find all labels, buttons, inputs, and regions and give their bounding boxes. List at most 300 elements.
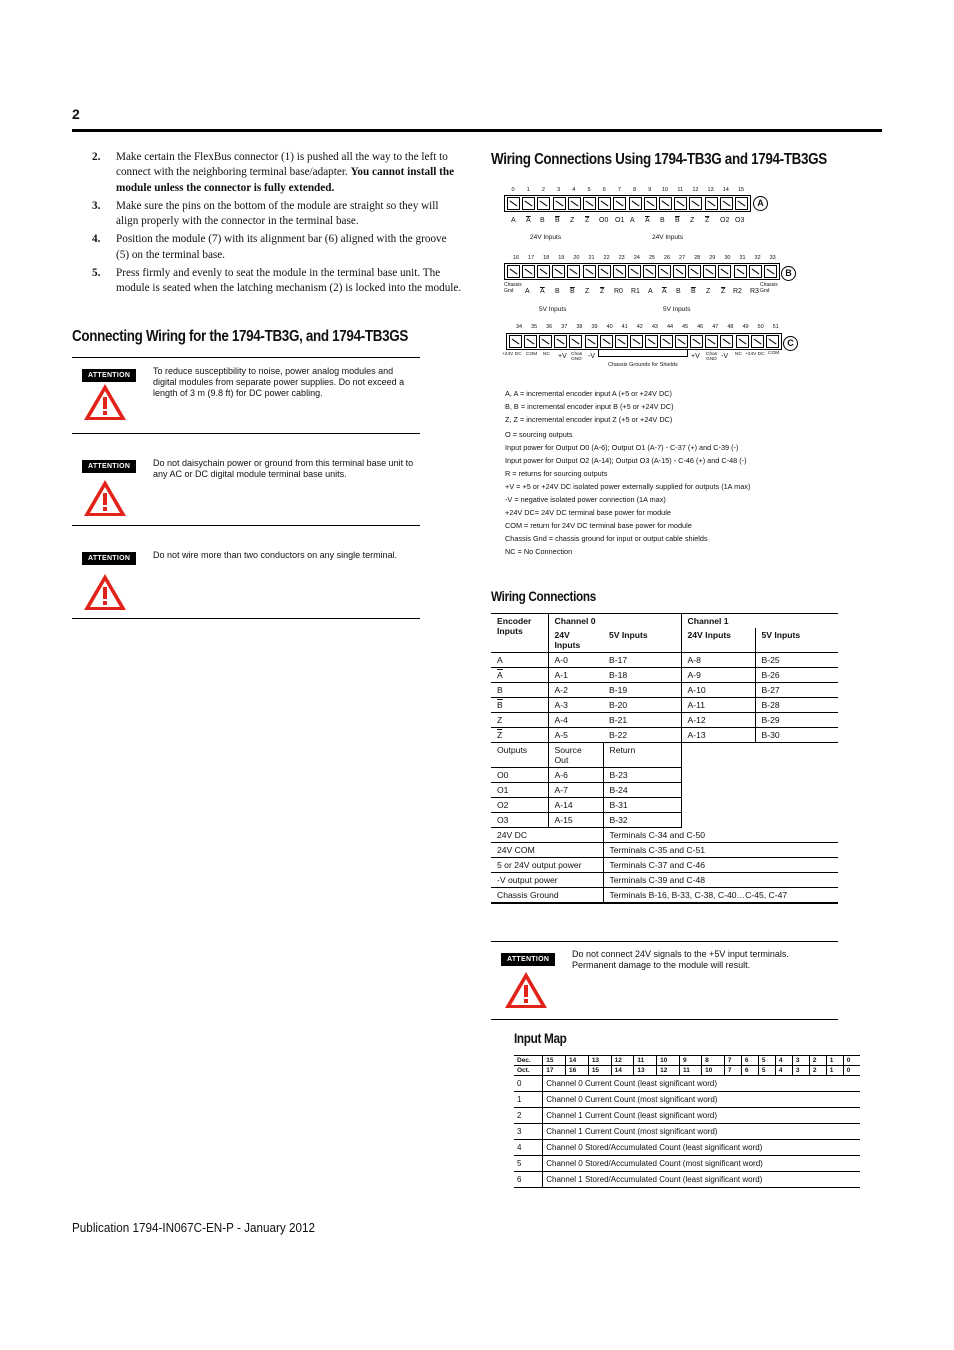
terminal-screw — [764, 265, 777, 278]
word-number: 2 — [514, 1108, 543, 1124]
table-cell: A-6 — [548, 768, 603, 783]
terminal-screw — [736, 335, 749, 348]
table-cell: O0 — [491, 768, 548, 783]
table-cell: A-8 — [681, 653, 755, 668]
step-item — [92, 232, 462, 263]
terminal-screw — [703, 265, 716, 278]
terminal-number: 30 — [724, 255, 731, 261]
group-label: 24V Inputs — [530, 234, 562, 241]
table-cell: O3 — [491, 813, 548, 828]
legend-line: +24V DC= 24V DC terminal base power for module — [505, 508, 671, 517]
table-row — [491, 843, 838, 858]
table-cell: Terminals B-16, B-33, C-38, C-40…C-45, C-47 — [603, 888, 838, 904]
terminal-screw — [568, 197, 581, 210]
terminal-label: B — [540, 217, 545, 224]
header-ch0-24v: 24V Inputs — [548, 628, 603, 653]
terminal-screw — [630, 335, 643, 348]
terminal-screw — [643, 265, 656, 278]
word-row — [514, 1108, 860, 1124]
legend-line: R = returns for sourcing outputs — [505, 469, 608, 478]
empty-cell — [681, 743, 838, 828]
table-row — [491, 713, 838, 728]
table-cell: B-27 — [755, 683, 838, 698]
terminal-screw — [629, 197, 642, 210]
header-ch1-5v: 5V Inputs — [755, 628, 838, 653]
terminal-number: 23 — [618, 255, 625, 261]
table-cell: 24V DC — [491, 828, 603, 843]
table-cell: A-11 — [681, 698, 755, 713]
terminal-screw — [660, 335, 673, 348]
table-cell: Terminals C-39 and C-48 — [603, 873, 838, 888]
terminal-screw — [554, 335, 567, 348]
table-cell: A-15 — [548, 813, 603, 828]
attention-text: To reduce susceptibility to noise, power analog modules and digital modules from separate power supplies. Do not exceed a length of 3 m (9.8 ft) for DC power cabling. — [153, 366, 405, 398]
terminal-label: A — [648, 288, 653, 295]
terminal-label: A — [511, 217, 516, 224]
terminal-number: 17 — [528, 255, 535, 261]
legend-line: O = sourcing outputs — [505, 430, 573, 439]
terminal-number: 3 — [557, 187, 561, 193]
terminal-number: 25 — [648, 255, 655, 261]
bit-cell: 16 — [566, 1066, 589, 1076]
bit-cell: 5 — [758, 1066, 775, 1076]
word-description: Channel 1 Current Count (least significant word) — [543, 1108, 860, 1124]
table-cell: B-20 — [603, 698, 681, 713]
bit-cell: 14 — [611, 1066, 634, 1076]
header-encoder-inputs: Encoder Inputs — [491, 614, 548, 653]
table-cell: B-22 — [603, 728, 681, 743]
bit-cell: 2 — [809, 1056, 826, 1066]
bit-cell: 4 — [775, 1066, 792, 1076]
terminal-number: 18 — [543, 255, 550, 261]
terminal-label: $\overline{Z}$ — [705, 217, 710, 224]
table-cell: Source Out — [548, 743, 603, 768]
terminal-screw — [751, 335, 764, 348]
terminal-number: 14 — [722, 187, 729, 193]
terminal-screw — [507, 265, 520, 278]
word-description: Channel 1 Stored/Accumulated Count (least significant word) — [543, 1172, 860, 1188]
terminal-label: R2 — [733, 288, 742, 295]
bit-cell: 11 — [679, 1066, 701, 1076]
table-row — [491, 873, 838, 888]
terminal-screw — [705, 197, 718, 210]
group-label: 24V Inputs — [652, 234, 684, 241]
table-cell: A-3 — [548, 698, 603, 713]
terminal-screw — [749, 265, 762, 278]
pin-label: -V — [721, 353, 728, 360]
legend-line: Chassis Gnd = chassis ground for input or output cable shields — [505, 534, 708, 543]
step-item — [92, 150, 462, 196]
pin-label: COM — [768, 351, 780, 356]
bit-cell: 12 — [657, 1066, 680, 1076]
installation-steps — [92, 150, 462, 300]
terminal-label: $\overline{B}$ — [675, 217, 680, 224]
table-cell: B-24 — [603, 783, 681, 798]
table-cell: A-14 — [548, 798, 603, 813]
table-row — [491, 743, 838, 768]
row-b-marker: B — [781, 266, 796, 281]
terminal-label: Z — [690, 217, 695, 224]
terminal-label: Z — [585, 288, 590, 295]
bit-cell: 1 — [826, 1056, 843, 1066]
word-description: Channel 0 Stored/Accumulated Count (most significant word) — [543, 1156, 860, 1172]
bit-cell: 6 — [741, 1066, 758, 1076]
pin-label: Chas GND — [571, 352, 583, 362]
row-c-marker: C — [783, 336, 798, 351]
terminal-number: 12 — [692, 187, 699, 193]
table-row — [491, 888, 838, 904]
table-row — [491, 858, 838, 873]
terminal-number: 32 — [754, 255, 761, 261]
terminal-number: 44 — [666, 324, 674, 330]
table-row — [491, 668, 838, 683]
table-cell: B-30 — [755, 728, 838, 743]
terminal-label: Z — [570, 217, 575, 224]
pin-label: +V — [691, 353, 700, 360]
legend-line: COM = return for 24V DC terminal base power for module — [505, 521, 692, 530]
pin-label: -V — [588, 353, 595, 360]
terminal-number: 9 — [648, 187, 652, 193]
terminal-number: 37 — [561, 324, 568, 330]
warning-triangle-icon — [503, 970, 549, 1010]
pin-label: COM — [526, 352, 538, 357]
table-cell: 24V COM — [491, 843, 603, 858]
header-ch1-24v: 24V Inputs — [681, 628, 755, 653]
attention-block-3 — [72, 525, 420, 619]
terminal-number: 15 — [737, 187, 745, 193]
step-text-regular: Make certain the FlexBus connector (1) is pushed all the way to the left to connect with the neighboring terminal base/adapter. — [116, 151, 448, 179]
bit-cell: 3 — [792, 1056, 809, 1066]
step-text — [116, 150, 462, 196]
table-row — [491, 828, 838, 843]
terminal-number: 19 — [558, 255, 565, 261]
terminal-screw — [705, 335, 718, 348]
terminal-number: 2 — [541, 187, 545, 193]
chassis-gnd-label: Chassis Gnd — [504, 282, 522, 294]
table-cell: B-17 — [603, 653, 681, 668]
terminal-screw — [598, 265, 611, 278]
terminal-label: A — [630, 217, 635, 224]
terminal-label: Z — [706, 288, 711, 295]
header-ch0-5v: 5V Inputs — [603, 628, 681, 653]
terminal-number: 13 — [707, 187, 714, 193]
legend-line: B, B = incremental encoder input B (+5 or +24V DC) — [505, 402, 674, 411]
terminal-screw — [522, 197, 535, 210]
terminal-number: 48 — [727, 324, 734, 330]
terminal-screw — [553, 197, 566, 210]
terminal-screw — [598, 197, 611, 210]
chassis-gnd-label: Chassis Gnd — [760, 282, 778, 294]
table-cell: B — [491, 683, 548, 698]
bit-cell: 13 — [634, 1066, 657, 1076]
table-cell: A-1 — [548, 668, 603, 683]
word-row — [514, 1140, 860, 1156]
bit-cell: 10 — [657, 1056, 680, 1066]
terminal-label: $\overline{Z}$ — [585, 217, 590, 224]
terminal-label: $\overline{Z}$ — [600, 288, 605, 295]
terminal-screw — [583, 265, 596, 278]
header-channel-1: Channel 1 — [681, 614, 838, 629]
legend-line: Input power for Output O2 (A-14); Output O3 (A-15) - C-46 (+) and C-48 (-) — [505, 456, 747, 465]
bit-cell: 5 — [758, 1056, 775, 1066]
attention-label: ATTENTION — [501, 953, 555, 966]
attention-text: Do not wire more than two conductors on any single terminal. — [153, 550, 398, 560]
terminal-number: 31 — [739, 255, 746, 261]
table-cell: B-29 — [755, 713, 838, 728]
bit-cell: 7 — [724, 1056, 741, 1066]
legend-line: -V = negative isolated power connection (1A max) — [505, 495, 666, 504]
terminal-number: 22 — [603, 255, 610, 261]
legend-line: A, A = incremental encoder input A (+5 or +24V DC) — [505, 389, 672, 398]
terminal-label: R3 — [750, 288, 759, 295]
bit-row-label: Oct. — [514, 1066, 543, 1076]
terminal-number: 35 — [531, 324, 538, 330]
table-cell: -V output power — [491, 873, 603, 888]
terminal-screw — [537, 197, 550, 210]
table-cell: A — [491, 653, 548, 668]
terminal-label: $\overline{A}$ — [540, 288, 545, 295]
step-number: 5. — [92, 267, 101, 280]
terminal-screw — [509, 335, 522, 348]
terminal-screw — [690, 335, 703, 348]
bit-cell: 1 — [826, 1066, 843, 1076]
terminal-base-diagram — [500, 180, 800, 375]
terminal-number: 28 — [694, 255, 701, 261]
word-row — [514, 1124, 860, 1140]
terminal-screw — [674, 197, 687, 210]
table-cell: B-28 — [755, 698, 838, 713]
terminal-number: 1 — [526, 187, 530, 193]
shield-bracket — [598, 350, 688, 357]
terminal-label: $\overline{B}$ — [691, 288, 696, 295]
pin-label: NC — [543, 352, 550, 357]
bit-cell: 9 — [679, 1056, 701, 1066]
terminal-screw — [615, 335, 628, 348]
attention-label: ATTENTION — [82, 552, 136, 565]
table-cell: Return — [603, 743, 681, 768]
diagram-legend — [505, 387, 835, 558]
terminal-screw — [689, 197, 702, 210]
terminal-screw — [600, 335, 613, 348]
header-rule — [72, 129, 882, 132]
terminal-screw — [585, 335, 598, 348]
heading-wiring-using: Wiring Connections Using 1794-TB3G and 1794-TB3GS — [491, 151, 827, 168]
row-a-marker: A — [753, 196, 768, 211]
table-cell: 5 or 24V output power — [491, 858, 603, 873]
terminal-screw — [583, 197, 596, 210]
table-cell: B-25 — [755, 653, 838, 668]
warning-triangle-icon — [82, 478, 128, 518]
terminal-label: $\overline{A}$ — [526, 217, 531, 224]
terminal-number: 41 — [621, 324, 628, 330]
terminal-screw — [613, 197, 626, 210]
terminal-screw — [539, 335, 552, 348]
terminal-label: B — [660, 217, 665, 224]
terminal-number: 24 — [633, 255, 640, 261]
word-row — [514, 1092, 860, 1108]
terminal-screw — [569, 335, 582, 348]
bit-cell: 17 — [543, 1066, 566, 1076]
table-cell: Terminals C-34 and C-50 — [603, 828, 838, 843]
wiring-connections-table — [491, 613, 838, 904]
terminal-number: 0 — [511, 187, 515, 193]
legend-line: Input power for Output O0 (A-6); Output O1 (A-7) - C-37 (+) and C-39 (-) — [505, 443, 739, 452]
page-number: 2 — [72, 106, 80, 122]
word-row — [514, 1076, 860, 1092]
table-cell: A-0 — [548, 653, 603, 668]
terminal-label: $\overline{B}$ — [555, 217, 560, 224]
table-cell: A-2 — [548, 683, 603, 698]
terminal-number: 4 — [572, 187, 576, 193]
terminal-label: R0 — [614, 288, 623, 295]
bit-cell: 2 — [809, 1066, 826, 1076]
terminal-label: $\overline{A}$ — [662, 288, 667, 295]
attention-text: Do not connect 24V signals to the +5V input terminals. Permanent damage to the module will result. — [572, 949, 789, 970]
word-number: 5 — [514, 1156, 543, 1172]
table-cell: O1 — [491, 783, 548, 798]
pin-label: NC — [735, 352, 742, 357]
table-cell: A-5 — [548, 728, 603, 743]
word-number: 4 — [514, 1140, 543, 1156]
terminal-screw — [567, 265, 580, 278]
terminal-number: 8 — [633, 187, 637, 193]
table-cell: O2 — [491, 798, 548, 813]
table-cell: Terminals C-35 and C-51 — [603, 843, 838, 858]
attention-label: ATTENTION — [82, 460, 136, 473]
terminal-number: 33 — [769, 255, 776, 261]
terminal-label: $\overline{A}$ — [645, 217, 650, 224]
bit-row — [514, 1066, 860, 1076]
table-cell: B-31 — [603, 798, 681, 813]
step-item — [92, 199, 462, 230]
terminal-screw — [613, 265, 626, 278]
word-row — [514, 1156, 860, 1172]
table-cell: B-18 — [603, 668, 681, 683]
terminal-screw — [720, 335, 733, 348]
step-text-bold: You cannot install the module unless the connector is fully extended. — [116, 166, 455, 194]
step-text — [116, 232, 462, 263]
step-number: 4. — [92, 233, 101, 246]
terminal-number: 11 — [677, 187, 684, 193]
step-number: 2. — [92, 151, 101, 163]
terminal-number: 43 — [651, 324, 658, 330]
table-cell: $\overline{B}$ — [491, 698, 548, 713]
step-text-regular: Press firmly and evenly to seat the module in the terminal base unit. The module is seated when the latching mechanism (2) is locked into the module. — [116, 267, 462, 295]
bit-cell: 10 — [702, 1066, 725, 1076]
terminal-number: 39 — [591, 324, 598, 330]
input-map-table — [514, 1055, 860, 1188]
table-cell: Z — [491, 713, 548, 728]
table-cell: B-21 — [603, 713, 681, 728]
table-cell: A-10 — [681, 683, 755, 698]
bit-cell: 0 — [843, 1056, 860, 1066]
bit-cell: 4 — [775, 1056, 792, 1066]
terminal-screw — [659, 197, 672, 210]
terminal-number: 45 — [682, 324, 689, 330]
bit-cell: 11 — [634, 1056, 657, 1066]
terminal-number: 5 — [587, 187, 591, 193]
group-label: Chassis Grounds for Shields — [608, 362, 678, 368]
terminal-screw — [645, 335, 658, 348]
terminal-label: R1 — [631, 288, 640, 295]
terminal-screw — [766, 335, 779, 348]
step-item — [92, 266, 462, 297]
terminal-screw — [628, 265, 641, 278]
terminal-label: $\overline{Z}$ — [721, 288, 726, 295]
bit-cell: 0 — [843, 1066, 860, 1076]
bit-cell: 14 — [566, 1056, 589, 1066]
word-number: 0 — [514, 1076, 543, 1092]
table-row — [491, 653, 838, 668]
table-cell: Outputs — [491, 743, 548, 768]
terminal-number: 20 — [573, 255, 580, 261]
word-number: 6 — [514, 1172, 543, 1188]
pin-label: +V — [558, 353, 567, 360]
terminal-number: 51 — [772, 324, 779, 330]
terminal-screw — [734, 265, 747, 278]
terminal-screw — [718, 265, 731, 278]
bit-cell: 15 — [588, 1066, 611, 1076]
table-cell: A-7 — [548, 783, 603, 798]
terminal-number: 29 — [709, 255, 716, 261]
table-cell: B-32 — [603, 813, 681, 828]
pin-label: +24V DC — [502, 352, 522, 357]
terminal-screw — [658, 265, 671, 278]
table-row — [491, 728, 838, 743]
attention-text: Do not daisychain power or ground from this terminal base unit to any AC or DC digital module terminal base units. — [153, 458, 414, 479]
heading-input-map: Input Map — [514, 1030, 567, 1046]
terminal-number: 10 — [661, 187, 669, 193]
terminal-label: A — [525, 288, 530, 295]
terminal-label: O3 — [735, 217, 745, 224]
bit-cell: 6 — [741, 1056, 758, 1066]
bit-cell: 8 — [702, 1056, 725, 1066]
table-cell: A-12 — [681, 713, 755, 728]
word-number: 1 — [514, 1092, 543, 1108]
legend-line: Z, Z = incremental encoder input Z (+5 or +24V DC) — [505, 415, 673, 424]
attention-block-right — [491, 941, 838, 1020]
terminal-label: O2 — [720, 217, 730, 224]
table-cell: B-19 — [603, 683, 681, 698]
word-description: Channel 0 Current Count (least significant word) — [543, 1076, 860, 1092]
terminal-number: 27 — [679, 255, 686, 261]
word-description: Channel 0 Current Count (most significant word) — [543, 1092, 860, 1108]
bit-cell: 12 — [611, 1056, 634, 1066]
heading-wiring-connections: Wiring Connections — [491, 588, 596, 604]
group-label: 5V Inputs — [663, 306, 691, 313]
table-cell: A-4 — [548, 713, 603, 728]
attention-block-1 — [72, 357, 420, 434]
terminal-number: 49 — [742, 324, 749, 330]
pin-label: Chas GND — [706, 352, 718, 362]
table-cell: B-23 — [603, 768, 681, 783]
table-cell: A-9 — [681, 668, 755, 683]
publication-footer: Publication 1794-IN067C-EN-P - January 2012 — [72, 1220, 316, 1235]
attention-label: ATTENTION — [82, 369, 136, 382]
group-label: 5V Inputs — [539, 306, 567, 313]
terminal-label: B — [676, 288, 681, 295]
step-text-regular: Position the module (7) with its alignment bar (6) aligned with the groove (5) on the terminal base. — [116, 233, 447, 261]
legend-line: +V = +5 or +24V DC isolated power externally supplied for outputs (1A max) — [505, 482, 751, 491]
terminal-screw — [673, 265, 686, 278]
table-cell: B-26 — [755, 668, 838, 683]
terminal-number: 34 — [515, 324, 523, 330]
heading-connecting-wiring: Connecting Wiring for the 1794-TB3G, and 1794-TB3GS — [72, 328, 408, 345]
terminal-number: 6 — [602, 187, 606, 193]
terminal-number: 40 — [606, 324, 613, 330]
word-description: Channel 1 Current Count (most significant word) — [543, 1124, 860, 1140]
step-text — [116, 266, 462, 297]
